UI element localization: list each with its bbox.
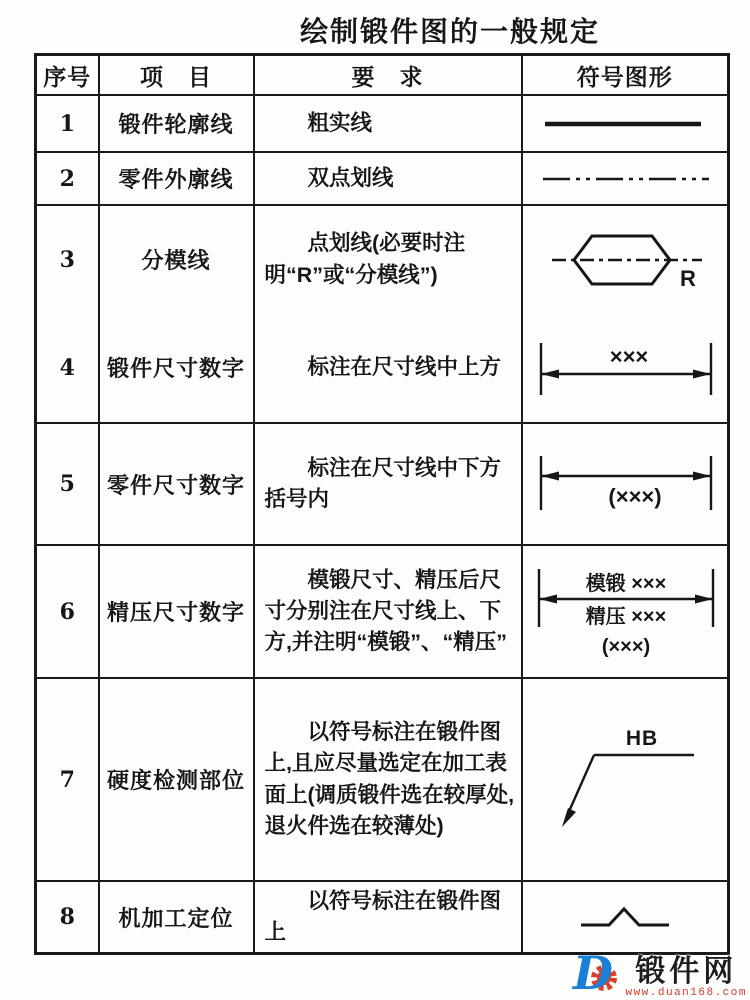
header-row xyxy=(36,55,729,96)
table-row xyxy=(36,423,729,545)
header-no: 序号 xyxy=(36,55,99,96)
datum-peak-icon xyxy=(573,901,677,933)
table-row xyxy=(36,205,729,313)
header-item: 项 目 xyxy=(99,55,254,96)
row-item: 机加工定位 xyxy=(99,881,254,954)
svg-text:模锻 ×××: 模锻 ××× xyxy=(585,572,667,595)
svg-text:D: D xyxy=(573,946,614,999)
row-item: 分模线 xyxy=(99,205,254,313)
watermark-text xyxy=(625,946,747,999)
row-no: 4 xyxy=(36,313,99,423)
machining-datum-symbol xyxy=(522,881,729,954)
watermark-site-name: 锻件网 xyxy=(635,955,738,988)
duan168-logo-icon xyxy=(571,947,621,999)
row-req: 标注在尺寸线中上方 xyxy=(254,313,522,423)
table-row xyxy=(36,881,729,954)
parting-line-icon xyxy=(530,222,720,298)
row-item: 锻件尺寸数字 xyxy=(99,313,254,423)
row-item: 硬度检测部位 xyxy=(99,678,254,881)
watermark xyxy=(571,946,747,999)
svg-text:R: R xyxy=(679,265,696,291)
row-no: 7 xyxy=(36,678,99,881)
dimension-line-icon xyxy=(527,452,723,516)
row-no: 2 xyxy=(36,152,99,205)
svg-text:(×××): (×××) xyxy=(601,635,650,658)
row-item: 零件外廓线 xyxy=(99,152,254,205)
row-req: 点划线(必要时注明“R”或“分模线”) xyxy=(254,205,522,313)
row-req: 以符号标注在锻件图上,且应尽量选定在加工表面上(调质锻件选在较厚处,退火件选在较薄处) xyxy=(254,678,522,881)
thick-solid-line-symbol xyxy=(522,95,729,152)
svg-text:(×××): (×××) xyxy=(608,484,662,509)
row-item: 零件尺寸数字 xyxy=(99,423,254,545)
row-no: 1 xyxy=(36,95,99,152)
double-dot-dash-line-symbol xyxy=(522,152,729,205)
header-req: 要 求 xyxy=(254,55,522,96)
part-dimension-symbol xyxy=(522,423,729,545)
table-row xyxy=(36,313,729,423)
row-req: 模锻尺寸、精压后尺寸分别注在尺寸线上、下方,并注明“模锻”、“精压” xyxy=(254,545,522,678)
svg-text:×××: ××× xyxy=(609,343,649,369)
page-title: 绘制锻件图的一般规定 xyxy=(299,16,600,47)
forging-rules-table xyxy=(34,53,730,955)
parting-line-symbol xyxy=(522,205,729,313)
header-symbol: 符号图形 xyxy=(522,55,729,96)
table-row xyxy=(36,152,729,205)
row-req: 以符号标注在锻件图上 xyxy=(254,881,522,954)
row-req: 双点划线 xyxy=(254,152,522,205)
dimension-line-icon xyxy=(527,337,723,399)
coining-dimension-symbol xyxy=(522,545,729,678)
row-item: 精压尺寸数字 xyxy=(99,545,254,678)
row-no: 5 xyxy=(36,423,99,545)
row-req: 粗实线 xyxy=(254,95,522,152)
thick-solid-line-icon xyxy=(535,116,715,132)
row-item: 锻件轮廓线 xyxy=(99,95,254,152)
watermark-site-url: www.duan168.com xyxy=(625,987,747,999)
table-row xyxy=(36,95,729,152)
hardness-leader-icon xyxy=(542,724,707,836)
row-no: 6 xyxy=(36,545,99,678)
row-req: 标注在尺寸线中下方括号内 xyxy=(254,423,522,545)
svg-text:精压 ×××: 精压 ××× xyxy=(585,605,667,628)
row-no: 3 xyxy=(36,205,99,313)
hardness-test-symbol xyxy=(522,678,729,881)
table-row xyxy=(36,678,729,881)
svg-text:HB: HB xyxy=(626,726,659,750)
double-dot-dash-line-icon xyxy=(535,171,715,187)
dimension-line-icon xyxy=(527,563,723,661)
row-no: 8 xyxy=(36,881,99,954)
table-row xyxy=(36,545,729,678)
forging-dimension-symbol xyxy=(522,313,729,423)
